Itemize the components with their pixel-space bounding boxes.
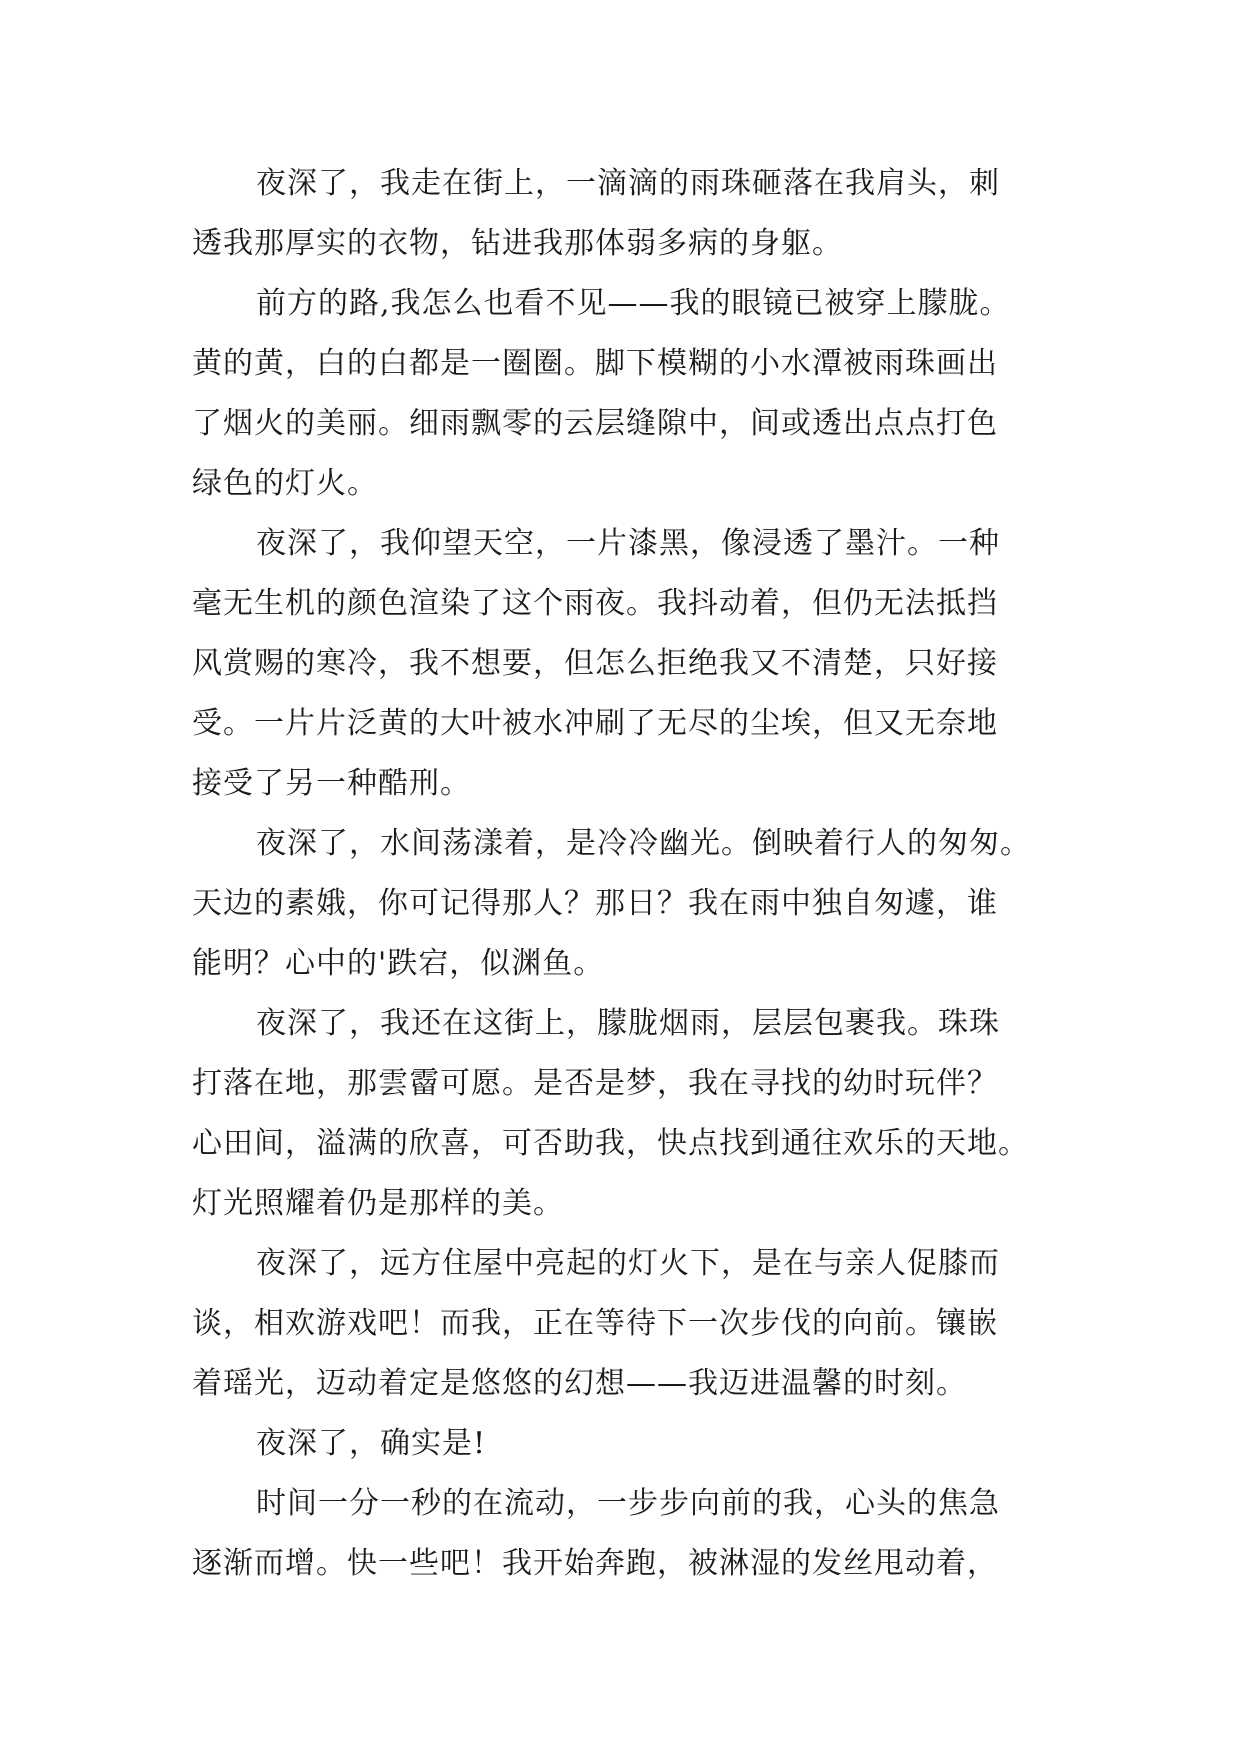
paragraph-line: 夜深了，我还在这街上，朦胧烟雨，层层包裹我。珠珠 bbox=[256, 1006, 1000, 1041]
paragraph-line: 毫无生机的颜色渲染了这个雨夜。我抖动着，但仍无法抵挡 bbox=[192, 586, 998, 621]
paragraph-line: 能明？心中的'跌宕，似渊鱼。 bbox=[192, 946, 605, 981]
paragraph-line: 透我那厚实的衣物，钻进我那体弱多病的身躯。 bbox=[192, 226, 843, 261]
essay-body bbox=[192, 154, 1092, 1594]
paragraph-line: 时间一分一秒的在流动，一步步向前的我，心头的焦急 bbox=[256, 1486, 1000, 1521]
paragraph-line: 夜深了，远方住屋中亮起的灯火下，是在与亲人促膝而 bbox=[256, 1246, 1000, 1281]
paragraph-line: 心田间，溢满的欣喜，可否助我，快点找到通往欢乐的天地。 bbox=[192, 1126, 1029, 1161]
paragraph-line: 灯光照耀着仍是那样的美。 bbox=[192, 1186, 564, 1221]
paragraph-line: 逐渐而增。快一些吧！我开始奔跑，被淋湿的发丝甩动着， bbox=[192, 1546, 998, 1581]
paragraph-4 bbox=[192, 814, 1092, 994]
paragraph-line: 了烟火的美丽。细雨飘零的云层缝隙中，间或透出点点打色 bbox=[192, 406, 998, 441]
paragraph-line: 谈，相欢游戏吧！而我，正在等待下一次步伐的向前。镶嵌 bbox=[192, 1306, 998, 1341]
paragraph-3 bbox=[192, 514, 1092, 814]
paragraph-line: 前方的路,我怎么也看不见——我的眼镜已被穿上朦胧。 bbox=[256, 286, 1011, 321]
paragraph-1 bbox=[192, 154, 1092, 274]
paragraph-line: 绿色的灯火。 bbox=[192, 466, 378, 501]
paragraph-line: 天边的素娥，你可记得那人？那日？我在雨中独自匆遽，谁 bbox=[192, 886, 998, 921]
paragraph-line: 接受了另一种酷刑。 bbox=[192, 766, 471, 801]
paragraph-line: 夜深了，我走在街上，一滴滴的雨珠砸落在我肩头，刺 bbox=[256, 166, 1000, 201]
paragraph-line: 夜深了，确实是! bbox=[256, 1426, 487, 1461]
paragraph-2 bbox=[192, 274, 1092, 514]
paragraph-5 bbox=[192, 994, 1092, 1234]
paragraph-7 bbox=[192, 1414, 1092, 1474]
paragraph-line: 夜深了，我仰望天空，一片漆黑，像浸透了墨汁。一种 bbox=[256, 526, 1000, 561]
paragraph-8 bbox=[192, 1474, 1092, 1594]
paragraph-line: 打落在地，那雲霤可愿。是否是梦，我在寻找的幼时玩伴？ bbox=[192, 1066, 998, 1101]
paragraph-line: 黄的黄，白的白都是一圈圈。脚下模糊的小水潭被雨珠画出 bbox=[192, 346, 998, 381]
paragraph-line: 受。一片片泛黄的大叶被水冲刷了无尽的尘埃，但又无奈地 bbox=[192, 706, 998, 741]
paragraph-line: 风赏赐的寒冷，我不想要，但怎么拒绝我又不清楚，只好接 bbox=[192, 646, 998, 681]
paragraph-line: 夜深了，水间荡漾着，是冷冷幽光。倒映着行人的匆匆。 bbox=[256, 826, 1031, 861]
paragraph-line: 着瑶光，迈动着定是悠悠的幻想——我迈进温馨的时刻。 bbox=[192, 1366, 967, 1401]
paragraph-6 bbox=[192, 1234, 1092, 1414]
